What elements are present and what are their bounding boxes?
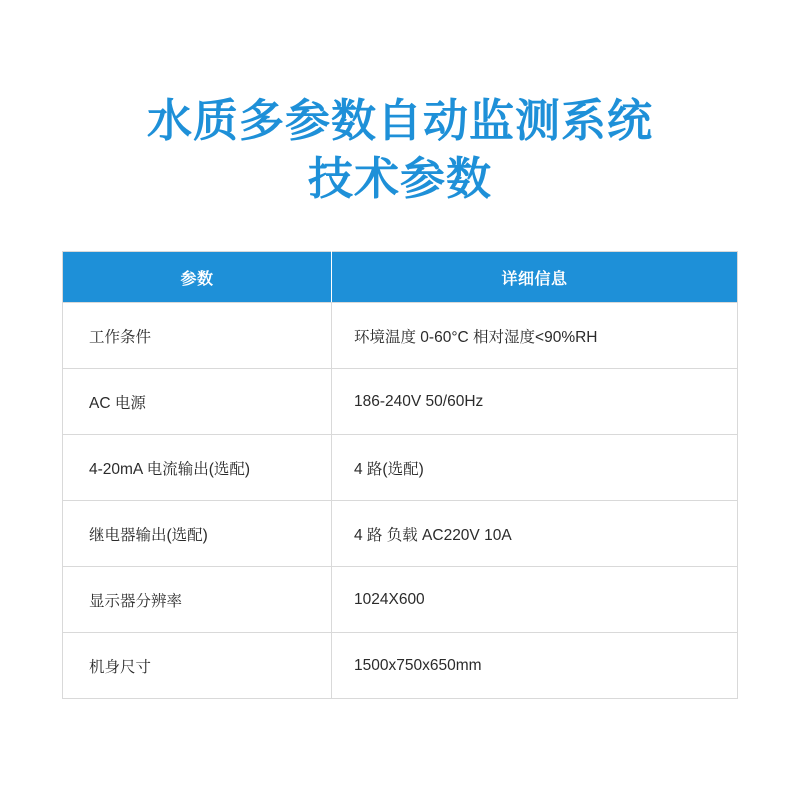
table-row: [63, 567, 738, 633]
cell-detail: 环境温度 0-60°C 相对湿度<90%RH: [332, 303, 738, 369]
table-row: [63, 435, 738, 501]
spec-table-container: [62, 251, 738, 699]
column-header-parameter: 参数: [63, 252, 332, 303]
table-header-row: [63, 252, 738, 303]
cell-detail: 4 路(选配): [332, 435, 738, 501]
table-row: [63, 303, 738, 369]
cell-detail: 4 路 负载 AC220V 10A: [332, 501, 738, 567]
cell-parameter: 显示器分辨率: [63, 567, 332, 633]
cell-parameter: 机身尺寸: [63, 633, 332, 699]
cell-parameter: 工作条件: [63, 303, 332, 369]
cell-parameter: 继电器输出(选配): [63, 501, 332, 567]
page-title: [0, 0, 800, 207]
spec-table-head: [63, 252, 738, 303]
spec-table-body: [63, 303, 738, 699]
column-header-detail: 详细信息: [332, 252, 738, 303]
cell-detail: 1024X600: [332, 567, 738, 633]
table-row: [63, 633, 738, 699]
page-title-line-1: 水质多参数自动监测系统: [146, 95, 653, 146]
page-title-line-2: 技术参数: [307, 152, 492, 204]
table-row: [63, 501, 738, 567]
table-row: [63, 369, 738, 435]
cell-parameter: 4-20mA 电流输出(选配): [63, 435, 332, 501]
spec-table: [62, 251, 738, 699]
cell-detail: 186-240V 50/60Hz: [332, 369, 738, 435]
cell-parameter: AC 电源: [63, 369, 332, 435]
cell-detail: 1500x750x650mm: [332, 633, 738, 699]
